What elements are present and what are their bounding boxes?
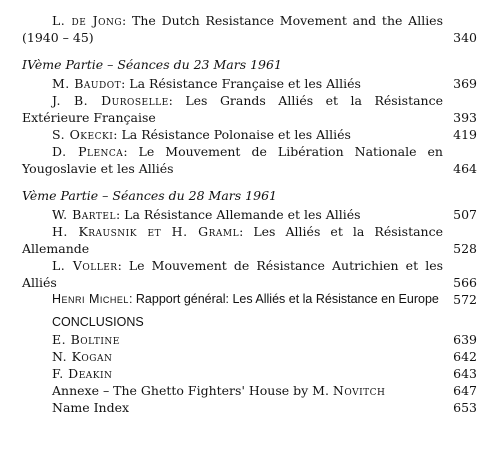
entry-page: 642	[453, 349, 477, 364]
toc-entry	[22, 382, 477, 399]
entry-page: 566	[453, 275, 477, 290]
toc-entry	[22, 92, 477, 126]
toc-entry	[22, 365, 477, 382]
toc-entry	[22, 12, 477, 46]
entry-title: : La Résistance Polonaise et les Alliés	[113, 127, 351, 142]
entry-page: 647	[453, 383, 477, 398]
entry-author: E. Boltine	[52, 332, 120, 347]
section-heading: IVème Partie – Séances du 23 Mars 1961	[22, 57, 282, 72]
entry-author: H. Krausnik et H. Graml	[52, 224, 240, 239]
toc-entry	[22, 206, 477, 223]
entry-page: 643	[453, 366, 477, 381]
entry-author: F. Deakin	[52, 366, 113, 381]
entry-title: : La Résistance Française et les Alliés	[121, 76, 361, 91]
entry-page: 369	[453, 76, 477, 91]
entry-title: : Le Mouvement de Résistance Autrichien et les Alliés	[22, 258, 444, 290]
entry-author: Name Index	[52, 400, 130, 415]
entry-title: : La Résistance Allemande et les Alliés	[115, 207, 361, 222]
entry-author: Henri Michel	[52, 292, 129, 306]
toc-entry	[22, 143, 477, 177]
entry-author: L. de Jong	[52, 13, 123, 28]
entry-page: 528	[453, 241, 477, 256]
entry-page: 393	[453, 110, 477, 125]
toc-entry	[22, 75, 477, 92]
table-of-contents	[22, 12, 477, 416]
entry-title: : The Dutch Resistance Movement and the Allies (1940 – 45)	[22, 13, 443, 45]
entry-author: L. Voller	[52, 258, 118, 273]
entry-title: : Les Grands Alliés et la Résistance Extérieure Française	[22, 93, 444, 125]
entry-page: 653	[453, 400, 477, 415]
entry-page: 639	[453, 332, 477, 347]
entry-author: S. Okecki	[52, 127, 114, 142]
entry-author: D. Plenca	[52, 144, 124, 159]
entry-title: : Le Mouvement de Libération Nationale en Yougoslavie et les Alliés	[22, 144, 443, 176]
entry-page: 572	[453, 292, 477, 307]
toc-entry	[22, 126, 477, 143]
toc-entry	[22, 291, 477, 308]
toc-entry	[22, 399, 477, 416]
entry-author: J. B. Duroselle	[52, 93, 169, 108]
entry-author-surname: Novitch	[332, 383, 386, 398]
entry-author: Annexe – The Ghetto Fighters' House by M.	[52, 383, 333, 398]
toc-entry	[22, 348, 477, 365]
entry-page: 507	[453, 207, 477, 222]
entry-title: : Rapport général: Les Alliés et la Résistance en Europe	[128, 292, 439, 306]
toc-entry	[22, 331, 477, 348]
entry-page: 464	[453, 161, 477, 176]
toc-entry	[22, 223, 477, 257]
entry-page: 340	[453, 30, 477, 45]
entry-author: M. Baudot	[52, 76, 122, 91]
entry-title: : Les Alliés et la Résistance Allemande	[22, 224, 443, 256]
toc-entry	[22, 257, 477, 291]
entry-author: W. Bartel	[52, 207, 116, 222]
conclusions-heading: CONCLUSIONS	[52, 315, 144, 329]
section-heading: Vème Partie – Séances du 28 Mars 1961	[22, 188, 277, 203]
entry-author: N. Kogan	[52, 349, 113, 364]
entry-page: 419	[453, 127, 477, 142]
